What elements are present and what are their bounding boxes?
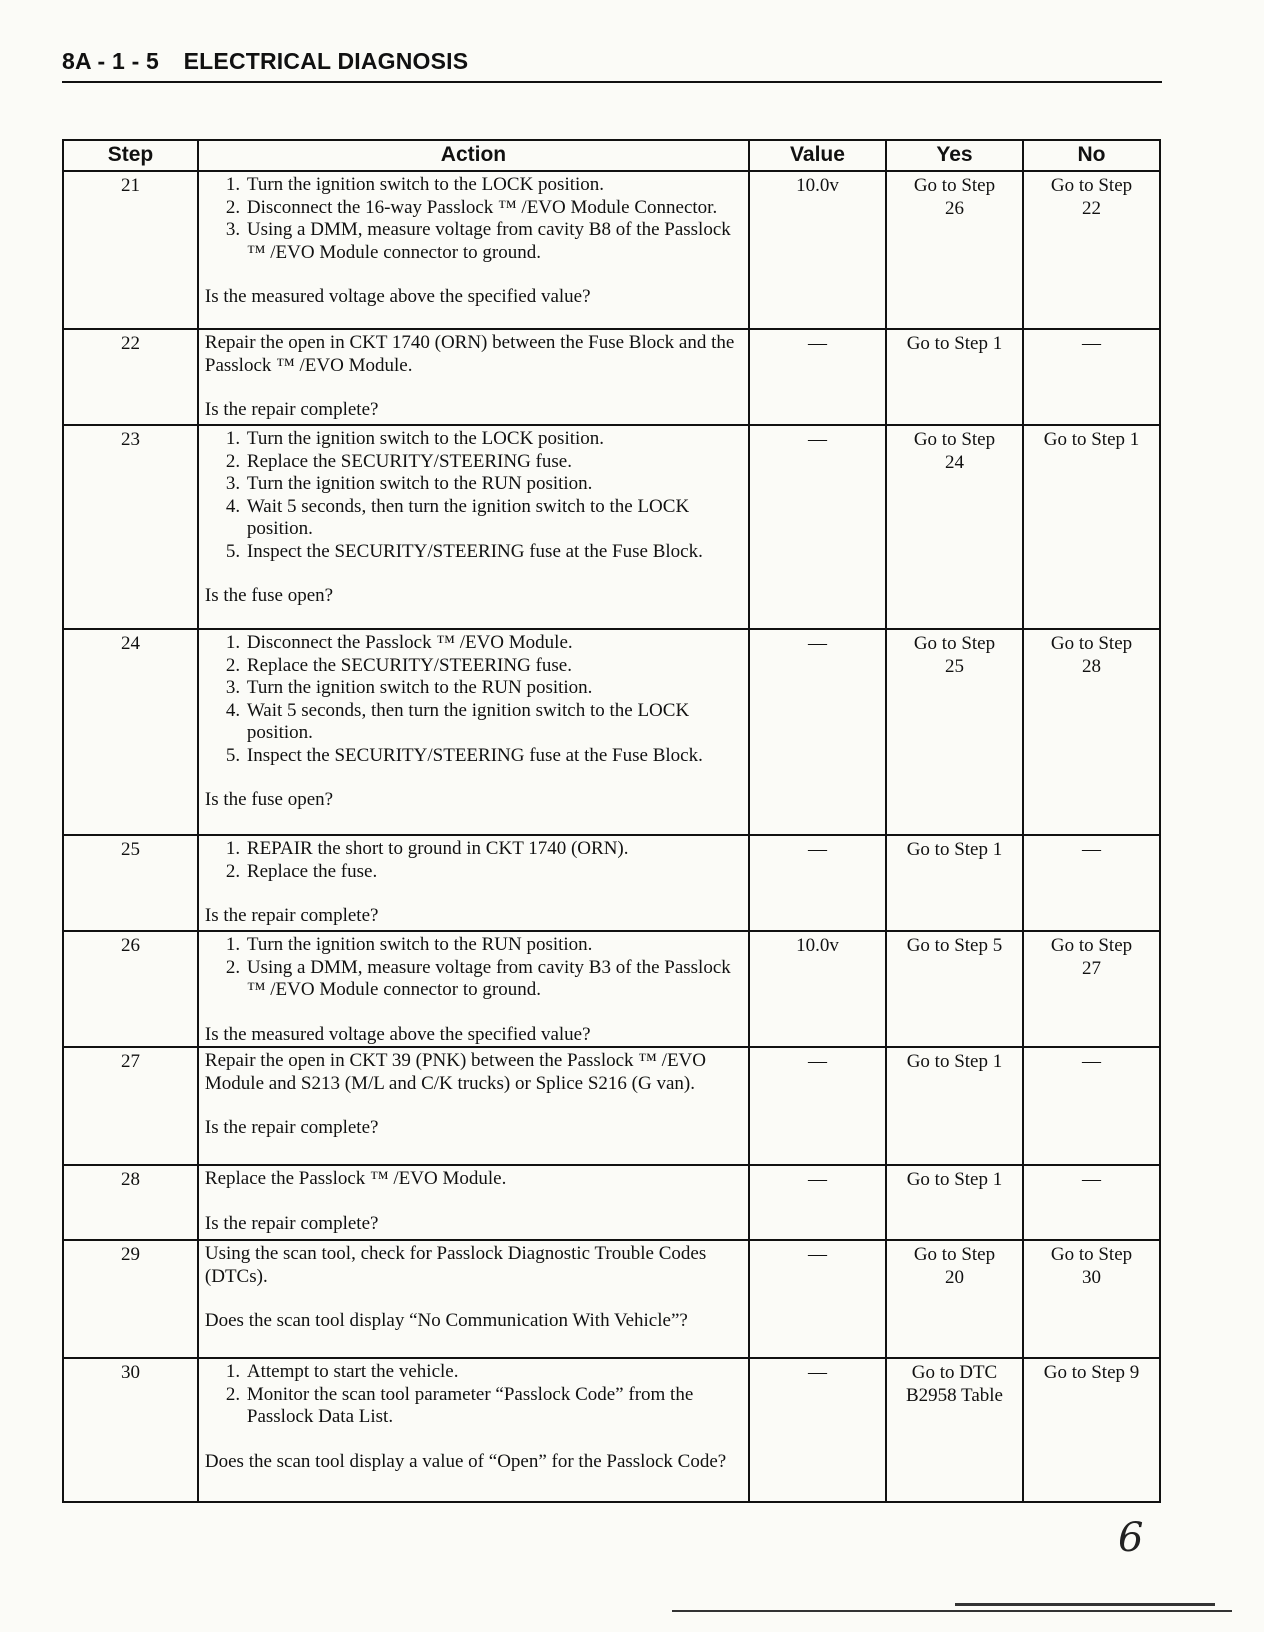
action-cell [198, 329, 749, 425]
value-cell: — [749, 629, 886, 835]
no-cell: Go to Step 22 [1023, 171, 1160, 329]
table-row [63, 171, 1160, 329]
no-cell: Go to Step 1 [1023, 425, 1160, 629]
column-header-step: Step [63, 140, 198, 171]
action-cell [198, 629, 749, 835]
action-step: 4. Wait 5 seconds, then turn the ignition switch to the LOCK position. [245, 700, 742, 745]
table-row [63, 1358, 1160, 1502]
yes-cell: Go to Step 26 [886, 171, 1023, 329]
step-number: 25 [63, 835, 198, 931]
yes-cell: Go to Step 1 [886, 1047, 1023, 1165]
action-step: 1. Disconnect the Passlock ™ /EVO Module. [245, 632, 742, 655]
action-steps-list [205, 934, 742, 1002]
action-cell [198, 425, 749, 629]
action-cell [198, 1047, 749, 1165]
value-cell: — [749, 1047, 886, 1165]
yes-cell: Go to Step 20 [886, 1240, 1023, 1358]
value-cell: — [749, 1165, 886, 1240]
action-steps-list [205, 632, 742, 767]
action-question: Is the measured voltage above the specified value? [204, 286, 591, 307]
column-header-no: No [1023, 140, 1160, 171]
action-step: 2. Replace the fuse. [245, 861, 742, 884]
yes-cell: Go to Step 5 [886, 931, 1023, 1047]
action-question: Is the repair complete? [204, 1212, 379, 1234]
table-row [63, 1240, 1160, 1358]
action-steps-list [205, 1361, 742, 1429]
action-step: 3. Using a DMM, measure voltage from cavity B8 of the Passlock ™ /EVO Module connector to ground. [245, 219, 742, 264]
no-cell: — [1023, 835, 1160, 931]
no-cell: Go to Step 27 [1023, 931, 1160, 1047]
action-cell [198, 931, 749, 1047]
action-step: 1. Turn the ignition switch to the LOCK position. [245, 428, 742, 451]
yes-cell: Go to Step 1 [886, 329, 1023, 425]
action-step: 5. Inspect the SECURITY/STEERING fuse at the Fuse Block. [245, 541, 742, 564]
action-question: Is the repair complete? [204, 399, 379, 420]
step-number: 27 [63, 1047, 198, 1165]
step-number: 26 [63, 931, 198, 1047]
value-cell: — [749, 329, 886, 425]
section-title: ELECTRICAL DIAGNOSIS [183, 48, 469, 74]
yes-cell: Go to Step 1 [886, 835, 1023, 931]
column-header-yes: Yes [886, 140, 1023, 171]
action-steps-list [205, 428, 742, 563]
value-cell: — [749, 1358, 886, 1502]
action-question: Does the scan tool display a value of “Open” for the Passlock Code? [204, 1450, 727, 1472]
action-step: 4. Wait 5 seconds, then turn the ignition switch to the LOCK position. [245, 496, 742, 541]
value-cell: — [749, 425, 886, 629]
value-cell: 10.0v [749, 931, 886, 1047]
action-step: 1. Attempt to start the vehicle. [245, 1361, 742, 1384]
footer-rule [672, 1610, 1232, 1612]
page-header [62, 48, 1162, 83]
action-question: Is the measured voltage above the specified value? [204, 1023, 591, 1045]
table-header-row [63, 140, 1160, 171]
action-steps-list [205, 838, 742, 883]
column-header-action: Action [198, 140, 749, 171]
no-cell: Go to Step 28 [1023, 629, 1160, 835]
action-question: Is the repair complete? [204, 905, 379, 926]
table-row [63, 425, 1160, 629]
yes-cell: Go to Step 25 [886, 629, 1023, 835]
value-cell: — [749, 1240, 886, 1358]
column-header-value: Value [749, 140, 886, 171]
action-text: Repair the open in CKT 39 (PNK) between the Passlock ™ /EVO Module and S213 (M/L and C/K trucks) or Splice S216 (G van). [204, 1050, 706, 1094]
yes-cell: Go to Step 1 [886, 1165, 1023, 1240]
no-cell: — [1023, 1047, 1160, 1165]
action-steps-list [205, 174, 742, 264]
action-cell [198, 171, 749, 329]
action-step: 3. Turn the ignition switch to the RUN position. [245, 473, 742, 496]
step-number: 21 [63, 171, 198, 329]
diagnostic-table [62, 139, 1161, 1503]
footer-rule-thick [955, 1603, 1215, 1606]
step-number: 28 [63, 1165, 198, 1240]
value-cell: 10.0v [749, 171, 886, 329]
action-step: 2. Replace the SECURITY/STEERING fuse. [245, 655, 742, 678]
action-text: Using the scan tool, check for Passlock Diagnostic Trouble Codes (DTCs). [204, 1243, 707, 1287]
step-number: 30 [63, 1358, 198, 1502]
action-text: Repair the open in CKT 1740 (ORN) between the Fuse Block and the Passlock ™ /EVO Module. [204, 332, 735, 376]
table-body [63, 171, 1160, 1502]
action-cell [198, 1165, 749, 1240]
no-cell: Go to Step 30 [1023, 1240, 1160, 1358]
action-cell [198, 1358, 749, 1502]
table-row [63, 835, 1160, 931]
action-step: 1. Turn the ignition switch to the LOCK position. [245, 174, 742, 197]
value-cell: — [749, 835, 886, 931]
no-cell: — [1023, 1165, 1160, 1240]
yes-cell: Go to DTC B2958 Table [886, 1358, 1023, 1502]
action-step: 1. Turn the ignition switch to the RUN position. [245, 934, 742, 957]
action-cell [198, 835, 749, 931]
action-step: 5. Inspect the SECURITY/STEERING fuse at the Fuse Block. [245, 745, 742, 768]
action-step: 2. Replace the SECURITY/STEERING fuse. [245, 451, 742, 474]
step-number: 29 [63, 1240, 198, 1358]
action-question: Is the fuse open? [204, 585, 334, 606]
action-question: Does the scan tool display “No Communication With Vehicle”? [204, 1310, 688, 1331]
handwritten-mark: 6 [1118, 1515, 1144, 1561]
table-row [63, 1047, 1160, 1165]
step-number: 22 [63, 329, 198, 425]
table-row [63, 329, 1160, 425]
step-number: 23 [63, 425, 198, 629]
action-step: 1. REPAIR the short to ground in CKT 1740 (ORN). [245, 838, 742, 861]
step-number: 24 [63, 629, 198, 835]
yes-cell: Go to Step 24 [886, 425, 1023, 629]
table-row [63, 1165, 1160, 1240]
action-step: 2. Monitor the scan tool parameter “Passlock Code” from the Passlock Data List. [245, 1384, 742, 1429]
action-question: Is the fuse open? [204, 789, 334, 810]
action-cell [198, 1240, 749, 1358]
action-step: 2. Disconnect the 16-way Passlock ™ /EVO Module Connector. [245, 197, 742, 220]
table-row [63, 931, 1160, 1047]
action-step: 3. Turn the ignition switch to the RUN position. [245, 677, 742, 700]
no-cell: Go to Step 9 [1023, 1358, 1160, 1502]
action-text: Replace the Passlock ™ /EVO Module. [204, 1168, 507, 1189]
action-question: Is the repair complete? [204, 1117, 379, 1138]
page-number: 8A - 1 - 5 [62, 48, 160, 74]
table-row [63, 629, 1160, 835]
action-step: 2. Using a DMM, measure voltage from cavity B3 of the Passlock ™ /EVO Module connector to ground. [245, 957, 742, 1002]
no-cell: — [1023, 329, 1160, 425]
